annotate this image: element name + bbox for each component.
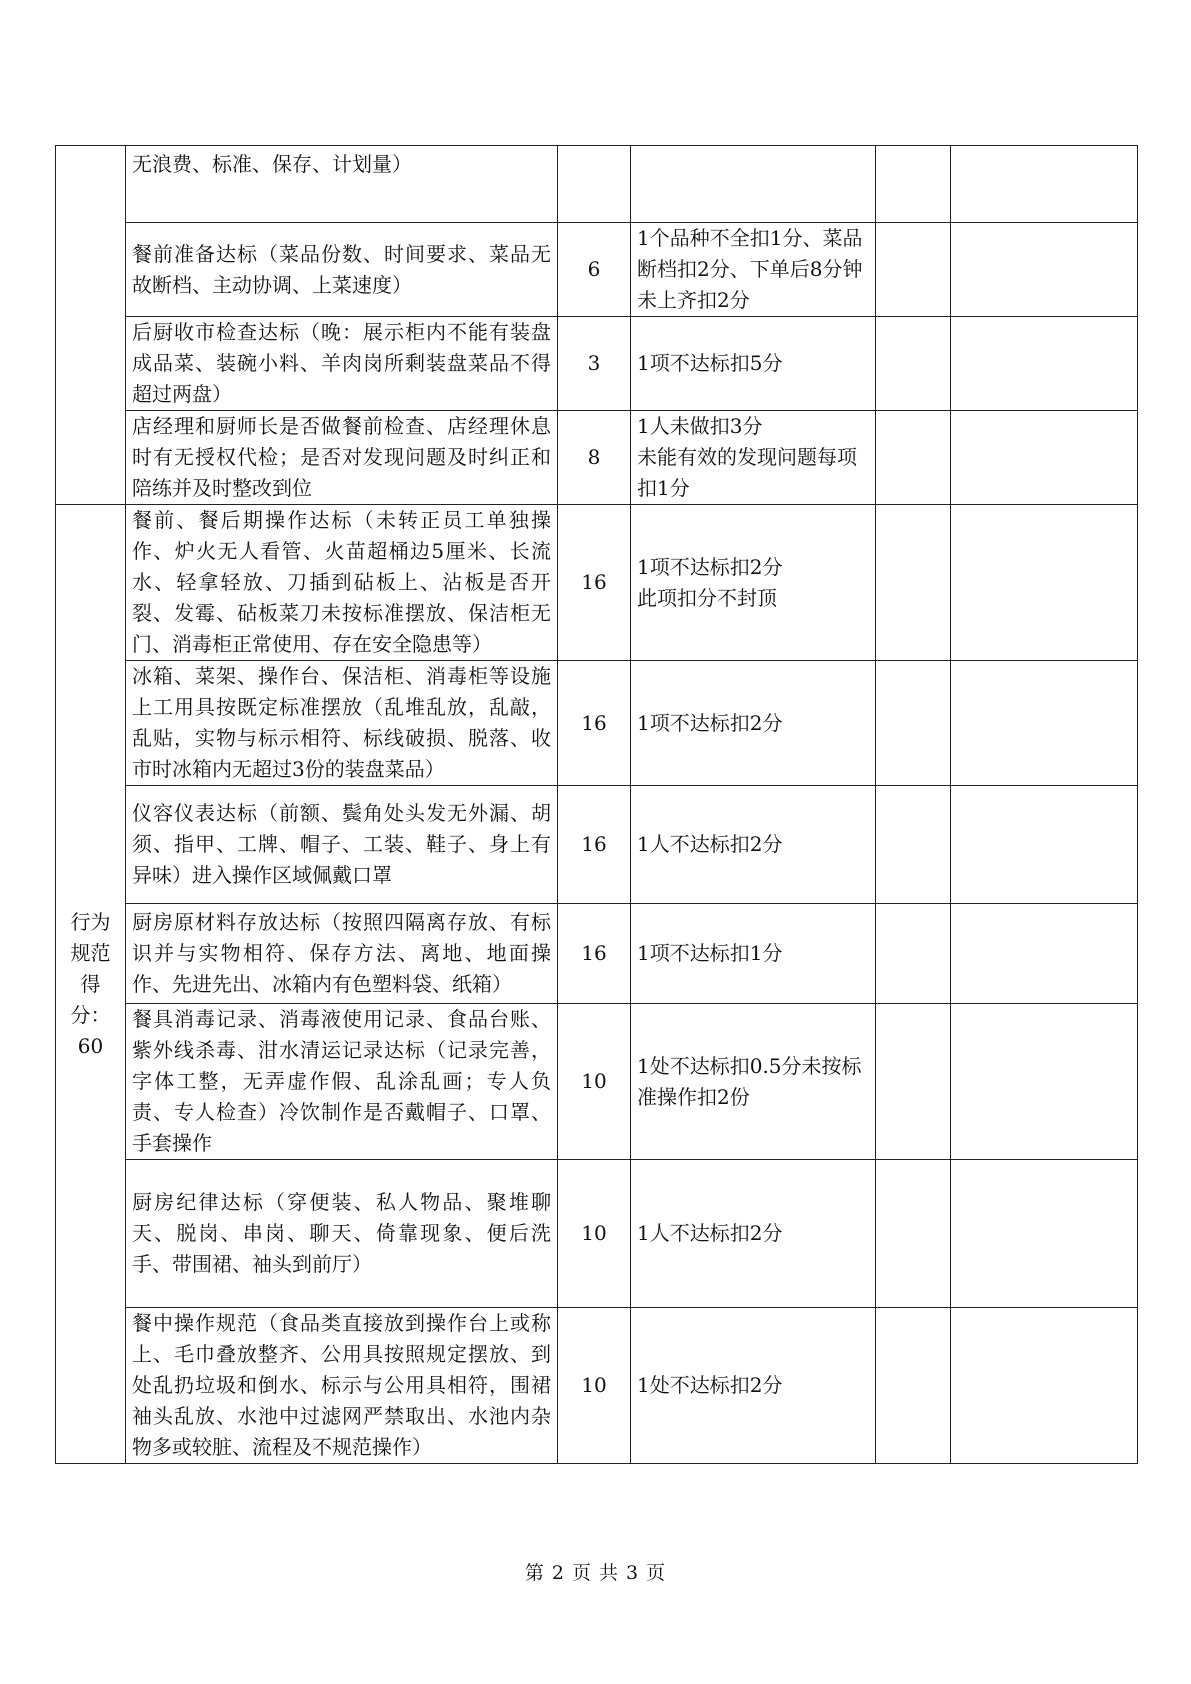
deduction-line: 1人不达标扣2分: [637, 832, 783, 856]
item-cell: 店经理和厨师长是否做餐前检查、店经理休息时有无授权代检；是否对发现问题及时纠正和陪练并及时整改到位: [126, 411, 558, 505]
table-row: [56, 223, 1138, 317]
deduction-line: 1项不达标扣2分: [637, 710, 783, 735]
deduction-cell: [631, 505, 876, 661]
self-score-cell: [876, 317, 951, 411]
deduction-cell: [631, 411, 876, 505]
remarks-cell: [951, 904, 1138, 1004]
score-cell: 3: [558, 317, 631, 411]
deduction-line: 此项扣分不封顶: [637, 585, 777, 610]
deduction-line: 未能有效的发现问题每项扣1分: [637, 445, 857, 500]
table-row: [56, 146, 1138, 223]
item-cell: 厨房原材料存放达标（按照四隔离存放、有标识并与实物相符、保存方法、离地、地面操作、先进先出、冰箱内有色塑料袋、纸箱）: [126, 904, 558, 1004]
deduction-cell: [631, 1160, 876, 1308]
remarks-cell: [951, 317, 1138, 411]
item-cell: 餐具消毒记录、消毒液使用记录、食品台账、紫外线杀毒、泔水清运记录达标（记录完善，字体工整，无弄虚作假、乱涂乱画；专人负责、专人检查）冷饮制作是否戴帽子、口罩、手套操作: [126, 1004, 558, 1160]
item-cell: 冰箱、菜架、操作台、保洁柜、消毒柜等设施上工用具按既定标准摆放（乱堆乱放，乱敲，乱贴，实物与标示相符、标线破损、脱落、收市时冰箱内无超过3份的装盘菜品）: [126, 661, 558, 786]
self-score-cell: [876, 904, 951, 1004]
self-score-cell: [876, 786, 951, 904]
category-label-line: 分：: [70, 1002, 111, 1027]
category-label-line: 规范: [70, 940, 111, 965]
deduction-line: 1人不达标扣2分: [637, 1221, 783, 1245]
deduction-line: 1项不达标扣5分: [637, 351, 783, 375]
deduction-cell: [631, 661, 876, 786]
item-cell: 餐前准备达标（菜品份数、时间要求、菜品无故断档、主动协调、上菜速度）: [126, 223, 558, 317]
item-cell: 餐前、餐后期操作达标（未转正员工单独操作、炉火无人看管、火苗超桶边5厘米、长流水、轻拿轻放、刀插到砧板上、沾板是否开裂、发霉、砧板菜刀未按标准摆放、保洁柜无门、消毒柜正常使用、存在安全隐患等）: [126, 505, 558, 661]
deduction-line: 1个品种不全扣1分、菜品断档扣2分、下单后8分钟未上齐扣2分: [637, 226, 863, 312]
self-score-cell: [876, 1004, 951, 1160]
self-score-cell: [876, 505, 951, 661]
score-cell: 10: [558, 1160, 631, 1308]
category-label-line: 得: [80, 971, 101, 996]
remarks-cell: [951, 1308, 1138, 1464]
table-row: [56, 1160, 1138, 1308]
self-score-cell: [876, 661, 951, 786]
deduction-cell: [631, 1308, 876, 1464]
score-cell: 16: [558, 786, 631, 904]
score-cell: 10: [558, 1308, 631, 1464]
remarks-cell: [951, 411, 1138, 505]
table-row: [56, 1004, 1138, 1160]
deduction-cell: [631, 223, 876, 317]
self-score-cell: [876, 1308, 951, 1464]
score-cell: 6: [558, 223, 631, 317]
remarks-cell: [951, 661, 1138, 786]
item-cell: 仪容仪表达标（前额、鬓角处头发无外漏、胡须、指甲、工牌、帽子、工装、鞋子、身上有异味）进入操作区域佩戴口罩: [126, 786, 558, 904]
table-row: [56, 317, 1138, 411]
category-label-line: 60: [77, 1033, 104, 1058]
table-row: [56, 661, 1138, 786]
deduction-cell: [631, 146, 876, 223]
remarks-cell: [951, 223, 1138, 317]
score-cell: 8: [558, 411, 631, 505]
deduction-line: 1项不达标扣2分: [637, 554, 783, 579]
score-cell: 16: [558, 505, 631, 661]
deduction-cell: [631, 786, 876, 904]
table-row: [56, 411, 1138, 505]
category-cell-behavior: [56, 505, 126, 1464]
remarks-cell: [951, 1004, 1138, 1160]
deduction-line: 1人未做扣3分: [637, 414, 763, 438]
evaluation-table: [55, 145, 1138, 1464]
deduction-line: 1项不达标扣1分: [637, 941, 783, 965]
item-cell: 后厨收市检查达标（晚：展示柜内不能有装盘成品菜、装碗小料、羊肉岗所剩装盘菜品不得超过两盘）: [126, 317, 558, 411]
deduction-line: 1处不达标扣0.5分未按标准操作扣2份: [637, 1053, 862, 1109]
score-cell: 16: [558, 661, 631, 786]
remarks-cell: [951, 786, 1138, 904]
deduction-line: 1处不达标扣2分: [637, 1373, 783, 1397]
self-score-cell: [876, 146, 951, 223]
self-score-cell: [876, 223, 951, 317]
deduction-cell: [631, 317, 876, 411]
category-label-line: 行为: [70, 909, 111, 934]
item-cell: 餐中操作规范（食品类直接放到操作台上或称上、毛巾叠放整齐、公用具按照规定摆放、到处乱扔垃圾和倒水、标示与公用具相符，围裙袖头乱放、水池中过滤网严禁取出、水池内杂物多或较脏、流程及不规范操作）: [126, 1308, 558, 1464]
item-cell: 厨房纪律达标（穿便装、私人物品、聚堆聊天、脱岗、串岗、聊天、倚靠现象、便后洗手、带围裙、袖头到前厅）: [126, 1160, 558, 1308]
remarks-cell: [951, 505, 1138, 661]
deduction-cell: [631, 904, 876, 1004]
self-score-cell: [876, 1160, 951, 1308]
table-row: [56, 904, 1138, 1004]
category-cell-prev: [56, 146, 126, 505]
item-cell: 无浪费、标准、保存、计划量）: [126, 146, 558, 223]
score-cell: 16: [558, 904, 631, 1004]
deduction-cell: [631, 1004, 876, 1160]
score-cell: [558, 146, 631, 223]
page-footer: 第 2 页 共 3 页: [524, 1562, 667, 1584]
table-row: [56, 505, 1138, 661]
table-row: [56, 786, 1138, 904]
score-cell: 10: [558, 1004, 631, 1160]
remarks-cell: [951, 146, 1138, 223]
remarks-cell: [951, 1160, 1138, 1308]
table-row: [56, 1308, 1138, 1464]
self-score-cell: [876, 411, 951, 505]
